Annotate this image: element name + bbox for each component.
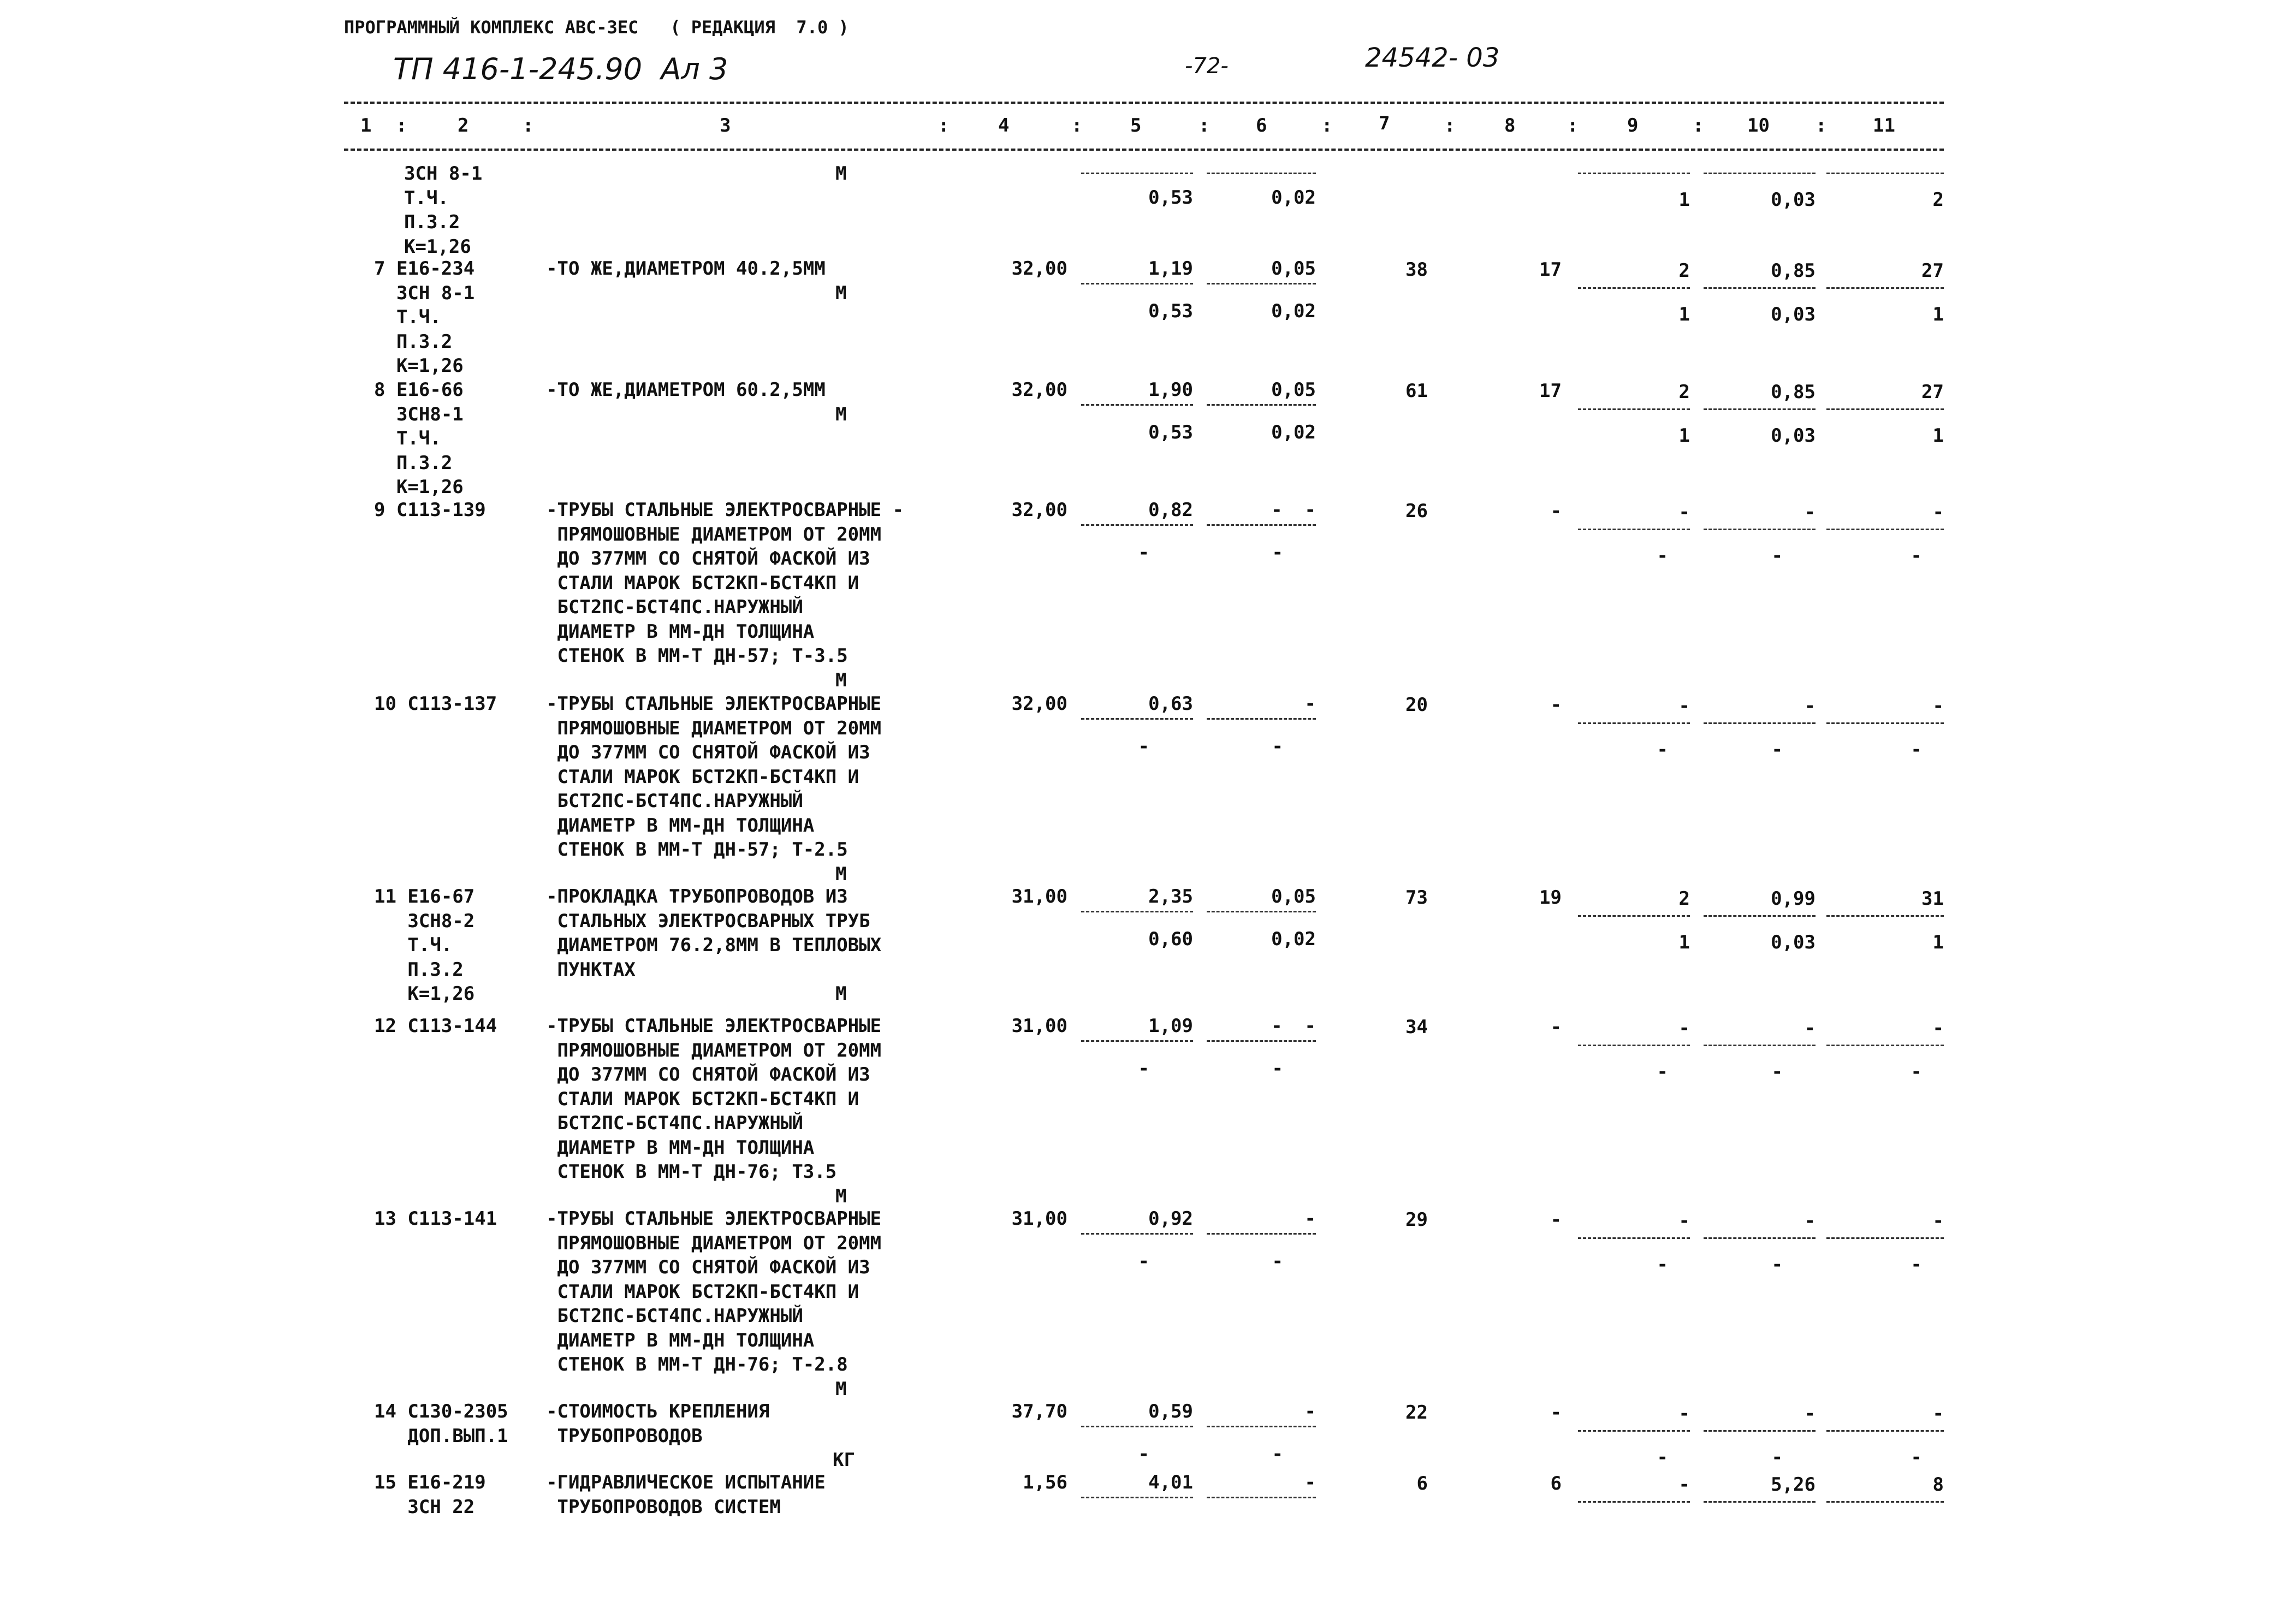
row-description: -ТО ЖЕ,ДИАМЕТРОМ 60.2,5ММ (546, 379, 826, 401)
cell-col7: 26 (1405, 500, 1428, 522)
dashed-divider (1081, 1497, 1193, 1498)
col-sep: : (1321, 115, 1333, 137)
dashed-divider (1704, 1501, 1816, 1503)
dashed-divider (1081, 1426, 1193, 1427)
cell-col8: - (1550, 694, 1562, 716)
dashed-divider (1081, 173, 1193, 174)
cell-col5-secondary: 0,53 (1148, 300, 1193, 322)
unit-label: М (835, 282, 847, 304)
row-code: 7 Е16-234 ЗСН 8-1 Т.Ч. П.3.2 К=1,26 (374, 258, 475, 377)
dashed-divider (1826, 408, 1944, 410)
col-header: 11 (1873, 115, 1895, 137)
cell-col9-secondary: - (1657, 1254, 1668, 1276)
cell-col9: - (1678, 1403, 1690, 1425)
col-header: 1 (360, 115, 372, 137)
cell-col11-secondary: - (1911, 1061, 1922, 1083)
cell-col6-secondary: - (1272, 542, 1283, 564)
cell-col9-secondary: - (1657, 1061, 1668, 1083)
cell-col4: 32,00 (1011, 379, 1067, 401)
cell-col6: - (1304, 1472, 1316, 1493)
dashed-divider (1207, 718, 1316, 720)
cell-col6: 0,02 (1271, 187, 1316, 209)
dashed-divider (1207, 404, 1316, 406)
cell-col9-secondary: 1 (1678, 304, 1690, 325)
cell-col5-secondary: - (1138, 1058, 1149, 1080)
cell-col11: 8 (1932, 1474, 1944, 1496)
row-description: -ТРУБЫ СТАЛЬНЫЕ ЭЛЕКТРОСВАРНЫЕ ПРЯМОШОВНЫЕ ДИАМЕТРОМ ОТ 20ММ ДО 377ММ СО СНЯТОЙ ФАСКОЙ ИЗ СТАЛИ МАРОК БСТ2КП-БСТ4КП И БСТ2ПС-БСТ4ПС.НАРУЖНЫЙ ДИАМЕТР В ММ-ДН ТОЛЩИНА СТЕНОК В ММ-Т ДН-76; Т3.5 (546, 1015, 882, 1183)
program-header: ПРОГРАММНЫЙ КОМПЛЕКС АВС-ЗЕС ( РЕДАКЦИЯ 7.0 ) (344, 17, 849, 38)
cell-col7: 6 (1416, 1473, 1428, 1495)
cell-col8: - (1550, 1016, 1562, 1038)
row-code: ЗСН 8-1 Т.Ч. П.3.2 К=1,26 (404, 163, 483, 258)
cell-col7: 38 (1405, 259, 1428, 281)
dashed-divider (1826, 1501, 1944, 1503)
unit-label: М (835, 669, 847, 691)
cell-col11: 27 (1921, 381, 1944, 403)
cell-col5: 1,19 (1148, 258, 1193, 280)
cell-col6: 0,05 (1271, 379, 1316, 401)
dashed-divider (1578, 408, 1690, 410)
cell-col10-secondary: - (1771, 545, 1783, 567)
row-code: 13 С113-141 (374, 1208, 497, 1230)
row-description: -ГИДРАВЛИЧЕСКОЕ ИСПЫТАНИЕ ТРУБОПРОВОДОВ СИСТЕМ (546, 1472, 826, 1518)
dashed-divider (1704, 915, 1816, 917)
dashed-divider (1081, 911, 1193, 912)
row-code: 12 С113-144 (374, 1015, 497, 1037)
cell-col9-secondary: 1 (1678, 932, 1690, 953)
cell-col6-secondary: - (1272, 736, 1283, 757)
unit-label: М (835, 163, 847, 185)
cell-col10-secondary: 0,03 (1771, 425, 1816, 447)
cell-col11: - (1932, 1017, 1944, 1039)
cell-col5: 0,53 (1148, 187, 1193, 209)
unit-label: М (835, 983, 847, 1005)
cell-col9: - (1678, 1017, 1690, 1039)
dashed-divider (1826, 1430, 1944, 1432)
col-sep: : (938, 115, 950, 137)
dashed-divider (1826, 287, 1944, 289)
cell-col7: 73 (1405, 887, 1428, 909)
cell-col10-secondary: - (1771, 1446, 1783, 1468)
cell-col8: - (1550, 1402, 1562, 1424)
cell-col5: 2,35 (1148, 886, 1193, 908)
dashed-divider (1826, 1237, 1944, 1239)
cell-col11-secondary: - (1911, 1254, 1922, 1276)
col-header: 7 (1379, 112, 1390, 134)
unit-label: М (835, 403, 847, 425)
cell-col11: - (1932, 1403, 1944, 1425)
dashed-divider (1207, 524, 1316, 526)
dashed-divider (1081, 524, 1193, 526)
col-header: 6 (1256, 115, 1267, 137)
dashed-divider (1081, 283, 1193, 284)
cell-col6: 0,05 (1271, 886, 1316, 908)
dashed-divider (1578, 1237, 1690, 1239)
dashed-divider (1207, 283, 1316, 284)
dashed-divider (1207, 911, 1316, 912)
cell-col10-secondary: - (1771, 739, 1783, 761)
col-header: 3 (720, 115, 731, 137)
cell-col4: 32,00 (1011, 499, 1067, 521)
dashed-divider (1826, 1045, 1944, 1046)
cell-col6-secondary: - (1272, 1443, 1283, 1465)
dashed-divider (1704, 287, 1816, 289)
cell-col6: - - (1271, 1015, 1316, 1037)
cell-col10: - (1804, 695, 1816, 717)
cell-col10: 0,99 (1771, 888, 1816, 910)
dashed-divider (1578, 1430, 1690, 1432)
cell-col11: - (1932, 1210, 1944, 1232)
cell-col11-secondary: 1 (1932, 425, 1944, 447)
cell-col6-secondary: - (1272, 1058, 1283, 1080)
cell-col6: - (1304, 1208, 1316, 1230)
dashed-divider (1207, 1233, 1316, 1235)
dashed-divider (1704, 1430, 1816, 1432)
page-number: -72- (1185, 54, 1229, 79)
cell-col8: 17 (1539, 259, 1562, 281)
cell-col5-secondary: 0,60 (1148, 928, 1193, 950)
cell-col4: 37,70 (1011, 1401, 1067, 1422)
dashed-divider (1704, 173, 1816, 174)
cell-col5-secondary: - (1138, 1250, 1149, 1272)
cell-col8: - (1550, 500, 1562, 522)
cell-col9: - (1678, 1474, 1690, 1496)
cell-col4: 32,00 (1011, 693, 1067, 715)
row-description: -ПРОКЛАДКА ТРУБОПРОВОДОВ ИЗ СТАЛЬНЫХ ЭЛЕКТРОСВАРНЫХ ТРУБ ДИАМЕТРОМ 76.2,8ММ В ТЕПЛОВЫХ ПУНКТАХ (546, 886, 882, 981)
cell-col9: - (1678, 501, 1690, 523)
col-header: 8 (1504, 115, 1516, 137)
col-sep: : (1071, 115, 1083, 137)
cell-col5: 0,92 (1148, 1208, 1193, 1230)
cell-col10-secondary: - (1771, 1061, 1783, 1083)
cell-col9-secondary: - (1657, 1446, 1668, 1468)
row-description: -ТО ЖЕ,ДИАМЕТРОМ 40.2,5ММ (546, 258, 826, 280)
cell-col4: 32,00 (1011, 258, 1067, 280)
cell-col10: 0,85 (1771, 381, 1816, 403)
cell-col11-secondary: - (1911, 1446, 1922, 1468)
cell-col6-secondary: 0,02 (1271, 928, 1316, 950)
cell-col4: 31,00 (1011, 1015, 1067, 1037)
col-header: 10 (1747, 115, 1770, 137)
cell-col6-secondary: 0,02 (1271, 422, 1316, 443)
dashed-divider (1704, 722, 1816, 724)
row-description: -ТРУБЫ СТАЛЬНЫЕ ЭЛЕКТРОСВАРНЫЕ ПРЯМОШОВНЫЕ ДИАМЕТРОМ ОТ 20ММ ДО 377ММ СО СНЯТОЙ ФАСКОЙ ИЗ СТАЛИ МАРОК БСТ2КП-БСТ4КП И БСТ2ПС-БСТ4ПС.НАРУЖНЫЙ ДИАМЕТР В ММ-ДН ТОЛЩИНА СТЕНОК В ММ-Т ДН-76; Т-2.8 (546, 1208, 882, 1375)
dashed-divider (1704, 529, 1816, 530)
dashed-divider (1578, 1501, 1690, 1503)
cell-col4: 1,56 (1023, 1472, 1067, 1493)
cell-col6: 0,05 (1271, 258, 1316, 280)
dashed-divider (1081, 1040, 1193, 1042)
cell-col6: - (1304, 1401, 1316, 1422)
cell-col7: 29 (1405, 1209, 1428, 1231)
cell-col6: - - (1271, 499, 1316, 521)
row-code: 10 С113-137 (374, 693, 497, 715)
cell-col4: 31,00 (1011, 1208, 1067, 1230)
dashed-divider (1826, 722, 1944, 724)
unit-label: М (835, 1378, 847, 1400)
cell-col9-secondary: 1 (1678, 425, 1690, 447)
cell-col10: 0,03 (1771, 189, 1816, 211)
row-code: 11 Е16-67 ЗСН8-2 Т.Ч. П.3.2 К=1,26 (374, 886, 475, 1005)
cell-col11-secondary: 1 (1932, 932, 1944, 953)
dashed-divider (1826, 173, 1944, 174)
cell-col6: - (1304, 693, 1316, 715)
unit-label: М (835, 1185, 847, 1207)
col-sep: : (396, 115, 407, 137)
cell-col7: 20 (1405, 694, 1428, 716)
cell-col7: 22 (1405, 1402, 1428, 1424)
cell-col5-secondary: - (1138, 1443, 1149, 1465)
dashed-divider (1207, 173, 1316, 174)
cell-col11: 27 (1921, 260, 1944, 282)
cell-col9: - (1678, 1210, 1690, 1232)
cell-col9: 2 (1678, 260, 1690, 282)
cell-col9: 1 (1678, 189, 1690, 211)
dashed-divider (1207, 1426, 1316, 1427)
cell-col10: 5,26 (1771, 1474, 1816, 1496)
cell-col7: 34 (1405, 1016, 1428, 1038)
cell-col11: 2 (1932, 189, 1944, 211)
dashed-divider (1207, 1497, 1316, 1498)
cell-col5: 4,01 (1148, 1472, 1193, 1493)
cell-col10: - (1804, 501, 1816, 523)
cell-col11: 31 (1921, 888, 1944, 910)
header-top-rule (344, 102, 1944, 104)
cell-col10-secondary: 0,03 (1771, 304, 1816, 325)
col-sep: : (523, 115, 534, 137)
cell-col8: 19 (1539, 887, 1562, 909)
col-sep: : (1567, 115, 1579, 137)
col-sep: : (1693, 115, 1704, 137)
dashed-divider (1578, 529, 1690, 530)
dashed-divider (1207, 1040, 1316, 1042)
dashed-divider (1826, 915, 1944, 917)
row-code: 9 С113-139 (374, 499, 486, 521)
dashed-divider (1704, 408, 1816, 410)
dashed-divider (1578, 722, 1690, 724)
dashed-divider (1578, 287, 1690, 289)
cell-col5: 0,82 (1148, 499, 1193, 521)
cell-col11: - (1932, 501, 1944, 523)
col-sep: : (1199, 115, 1210, 137)
unit-label: КГ (833, 1449, 855, 1471)
dashed-divider (1081, 1233, 1193, 1235)
document-number: 24542- 03 (1365, 43, 1500, 73)
project-code: ТП 416-1-245.90 Ал 3 (393, 52, 728, 86)
unit-label: М (835, 863, 847, 885)
cell-col5-secondary: 0,53 (1148, 422, 1193, 443)
row-description: -СТОИМОСТЬ КРЕПЛЕНИЯ ТРУБОПРОВОДОВ (546, 1401, 770, 1447)
header-bottom-rule (344, 149, 1944, 151)
cell-col11-secondary: - (1911, 739, 1922, 761)
row-code: 8 Е16-66 ЗСН8-1 Т.Ч. П.3.2 К=1,26 (374, 379, 464, 498)
row-code: 14 С130-2305 ДОП.ВЫП.1 (374, 1401, 508, 1447)
cell-col6-secondary: - (1272, 1250, 1283, 1272)
cell-col10-secondary: 0,03 (1771, 932, 1816, 953)
row-code: 15 Е16-219 ЗСН 22 (374, 1472, 486, 1518)
col-header: 4 (998, 115, 1010, 137)
cell-col6-secondary: 0,02 (1271, 300, 1316, 322)
cell-col11-secondary: - (1911, 545, 1922, 567)
cell-col9-secondary: - (1657, 739, 1668, 761)
cell-col5: 1,90 (1148, 379, 1193, 401)
col-header: 5 (1130, 115, 1142, 137)
cell-col9: - (1678, 695, 1690, 717)
dashed-divider (1704, 1045, 1816, 1046)
row-description: -ТРУБЫ СТАЛЬНЫЕ ЭЛЕКТРОСВАРНЫЕ ПРЯМОШОВНЫЕ ДИАМЕТРОМ ОТ 20ММ ДО 377ММ СО СНЯТОЙ ФАСКОЙ ИЗ СТАЛИ МАРОК БСТ2КП-БСТ4КП И БСТ2ПС-БСТ4ПС.НАРУЖНЫЙ ДИАМЕТР В ММ-ДН ТОЛЩИНА СТЕНОК В ММ-Т ДН-57; Т-2.5 (546, 693, 882, 861)
cell-col5: 0,59 (1148, 1401, 1193, 1422)
dashed-divider (1704, 1237, 1816, 1239)
dashed-divider (1578, 173, 1690, 174)
cell-col11: - (1932, 695, 1944, 717)
dashed-divider (1081, 718, 1193, 720)
cell-col8: 6 (1550, 1473, 1562, 1495)
cell-col10: 0,85 (1771, 260, 1816, 282)
cell-col9-secondary: - (1657, 545, 1668, 567)
cell-col10-secondary: - (1771, 1254, 1783, 1276)
dashed-divider (1578, 915, 1690, 917)
cell-col9: 2 (1678, 888, 1690, 910)
cell-col5: 1,09 (1148, 1015, 1193, 1037)
cell-col4: 31,00 (1011, 886, 1067, 908)
cell-col10: - (1804, 1017, 1816, 1039)
col-header: 2 (458, 115, 469, 137)
cell-col8: 17 (1539, 380, 1562, 402)
dashed-divider (1081, 404, 1193, 406)
cell-col9: 2 (1678, 381, 1690, 403)
cell-col10: - (1804, 1210, 1816, 1232)
col-header: 9 (1627, 115, 1639, 137)
col-sep: : (1444, 115, 1456, 137)
cell-col8: - (1550, 1209, 1562, 1231)
cell-col10: - (1804, 1403, 1816, 1425)
dashed-divider (1826, 529, 1944, 530)
dashed-divider (1578, 1045, 1690, 1046)
col-sep: : (1816, 115, 1827, 137)
cell-col11-secondary: 1 (1932, 304, 1944, 325)
cell-col5-secondary: - (1138, 736, 1149, 757)
row-description: -ТРУБЫ СТАЛЬНЫЕ ЭЛЕКТРОСВАРНЫЕ - ПРЯМОШОВНЫЕ ДИАМЕТРОМ ОТ 20ММ ДО 377ММ СО СНЯТОЙ ФАСКОЙ ИЗ СТАЛИ МАРОК БСТ2КП-БСТ4КП И БСТ2ПС-БСТ4ПС.НАРУЖНЫЙ ДИАМЕТР В ММ-ДН ТОЛЩИНА СТЕНОК В ММ-Т ДН-57; Т-3.5 (546, 499, 904, 667)
cell-col7: 61 (1405, 380, 1428, 402)
cell-col5: 0,63 (1148, 693, 1193, 715)
cell-col5-secondary: - (1138, 542, 1149, 564)
